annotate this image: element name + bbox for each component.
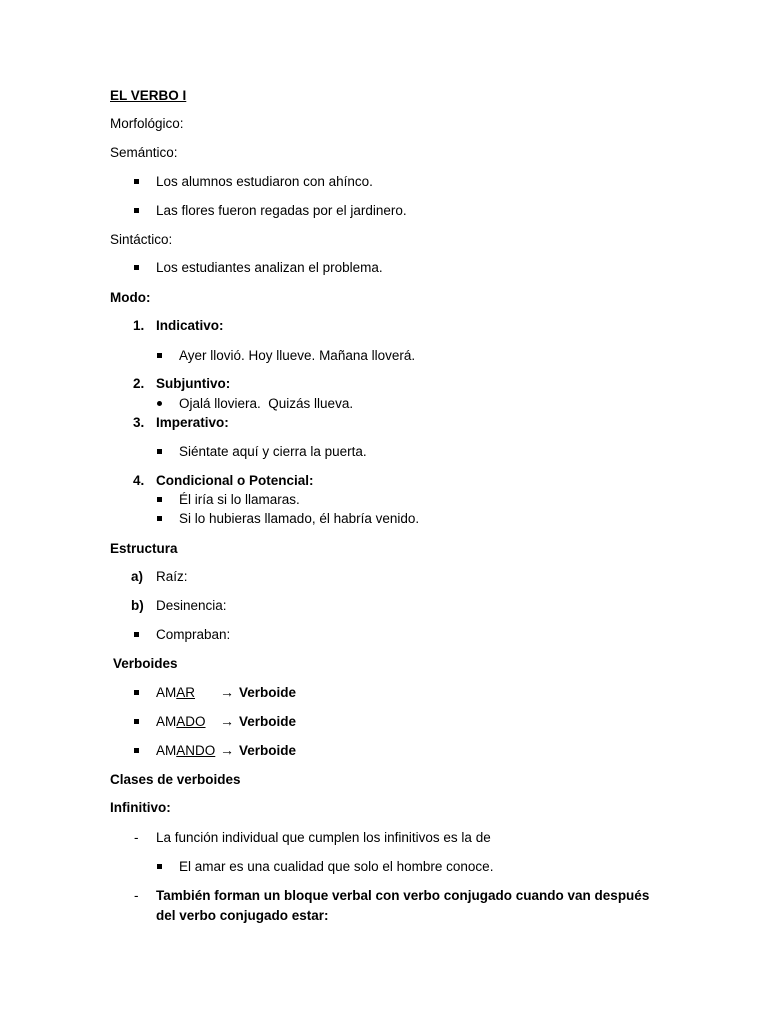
list-letter: b) (131, 598, 144, 613)
verboide-word (156, 713, 206, 731)
square-bullet-icon (134, 265, 139, 270)
mode-label: Subjuntivo: (156, 376, 231, 391)
structure-label: Desinencia: (156, 598, 227, 613)
square-bullet-icon (134, 632, 139, 637)
right-arrow-icon: → (220, 684, 234, 700)
square-bullet-icon (134, 748, 139, 753)
right-arrow-icon: → (220, 713, 234, 729)
heading-modo: Modo: (110, 290, 151, 305)
verboide-label: Verboide (239, 685, 297, 700)
verboide-word (156, 684, 195, 702)
heading-estructura: Estructura (110, 541, 178, 556)
word-stem: AM (156, 685, 177, 700)
list-item: Ayer llovió. Hoy llueve. Mañana lloverá. (179, 348, 416, 363)
list-item: La función individual que cumplen los infinitivos es la de (156, 830, 491, 845)
list-number: 4. (133, 473, 145, 488)
mode-label: Condicional o Potencial: (156, 473, 314, 488)
list-item: El amar es una cualidad que solo el hombre conoce. (179, 859, 494, 874)
mode-label: Indicativo: (156, 318, 224, 333)
list-item: Las flores fueron regadas por el jardinero. (156, 203, 407, 218)
heading-sintactico: Sintáctico: (110, 232, 173, 247)
list-letter: a) (131, 569, 144, 584)
list-item: Los alumnos estudiaron con ahínco. (156, 174, 373, 189)
list-item: Si lo hubieras llamado, él habría venido. (179, 511, 420, 526)
word-suffix: AR (176, 685, 196, 700)
square-bullet-icon (157, 449, 162, 454)
heading-clases: Clases de verboides (110, 772, 241, 787)
verboide-word (156, 742, 215, 760)
right-arrow-icon: → (220, 742, 234, 758)
dash-bullet: - (134, 888, 139, 903)
verboide-label: Verboide (239, 743, 297, 758)
heading-infinitivo: Infinitivo: (110, 800, 171, 815)
square-bullet-icon (134, 690, 139, 695)
list-item: Ojalá lloviera. Quizás llueva. (179, 396, 354, 411)
word-suffix: ADO (176, 714, 206, 729)
heading-verboides: Verboides (113, 656, 178, 671)
word-stem: AM (156, 714, 177, 729)
dash-bullet: - (134, 830, 139, 845)
list-item: También forman un bloque verbal con verbo conjugado cuando van después (156, 888, 650, 903)
list-item: Los estudiantes analizan el problema. (156, 260, 383, 275)
structure-label: Raíz: (156, 569, 188, 584)
square-bullet-icon (157, 864, 162, 869)
square-bullet-icon (157, 353, 162, 358)
list-item: Él iría si lo llamaras. (179, 492, 300, 507)
list-number: 2. (133, 376, 145, 391)
list-number: 1. (133, 318, 145, 333)
heading-morfologico: Morfológico: (110, 116, 184, 131)
round-bullet-icon (157, 401, 162, 406)
heading-semantico: Semántico: (110, 145, 178, 160)
list-item-continuation: del verbo conjugado estar: (156, 908, 329, 923)
verboide-label: Verboide (239, 714, 297, 729)
list-item: Siéntate aquí y cierra la puerta. (179, 444, 367, 459)
mode-label: Imperativo: (156, 415, 229, 430)
square-bullet-icon (134, 719, 139, 724)
list-item: Compraban: (156, 627, 231, 642)
list-number: 3. (133, 415, 145, 430)
square-bullet-icon (157, 497, 162, 502)
word-suffix: ANDO (176, 743, 216, 758)
square-bullet-icon (134, 179, 139, 184)
square-bullet-icon (157, 516, 162, 521)
document-title: EL VERBO I (110, 88, 187, 103)
square-bullet-icon (134, 208, 139, 213)
word-stem: AM (156, 743, 177, 758)
